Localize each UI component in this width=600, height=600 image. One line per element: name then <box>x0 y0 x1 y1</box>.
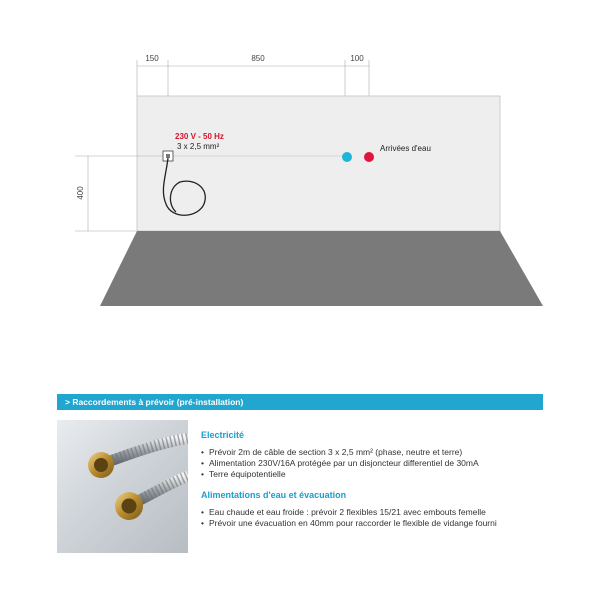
water-inlets-label: Arrivées d'eau <box>380 144 431 153</box>
list-item: • Eau chaude et eau froide : prévoir 2 flexibles 15/21 avec embouts femelle <box>201 507 546 518</box>
voltage-label: 230 V - 50 Hz <box>175 132 224 141</box>
electricity-title: Electricité <box>201 430 245 440</box>
floor <box>100 231 543 306</box>
water-title: Alimentations d'eau et évacuation <box>201 490 347 500</box>
requirements-content <box>201 430 546 529</box>
water-list <box>201 507 546 529</box>
list-item: • Alimentation 230V/16A protégée par un disjoncteur differentiel de 30mA <box>201 458 546 469</box>
list-item: • Terre équipotentielle <box>201 469 546 480</box>
hot-water-inlet <box>364 152 374 162</box>
cold-water-inlet <box>342 152 352 162</box>
dim-height-label: 400 <box>76 186 85 200</box>
cable-section-label: 3 x 2,5 mm² <box>177 142 220 151</box>
dim-middle-label: 850 <box>251 54 265 63</box>
list-item: • Prévoir une évacuation en 40mm pour raccorder le flexible de vidange fourni <box>201 518 546 529</box>
preinstallation-banner: > Raccordements à prévoir (pré-installation) <box>57 394 543 410</box>
list-item: • Prévoir 2m de câble de section 3 x 2,5 mm² (phase, neutre et terre) <box>201 447 546 458</box>
dim-left-label: 150 <box>145 54 159 63</box>
wall <box>137 96 500 231</box>
dim-right-label: 100 <box>350 54 364 63</box>
flexible-hoses-photo <box>57 420 188 553</box>
electricity-list <box>201 447 546 480</box>
